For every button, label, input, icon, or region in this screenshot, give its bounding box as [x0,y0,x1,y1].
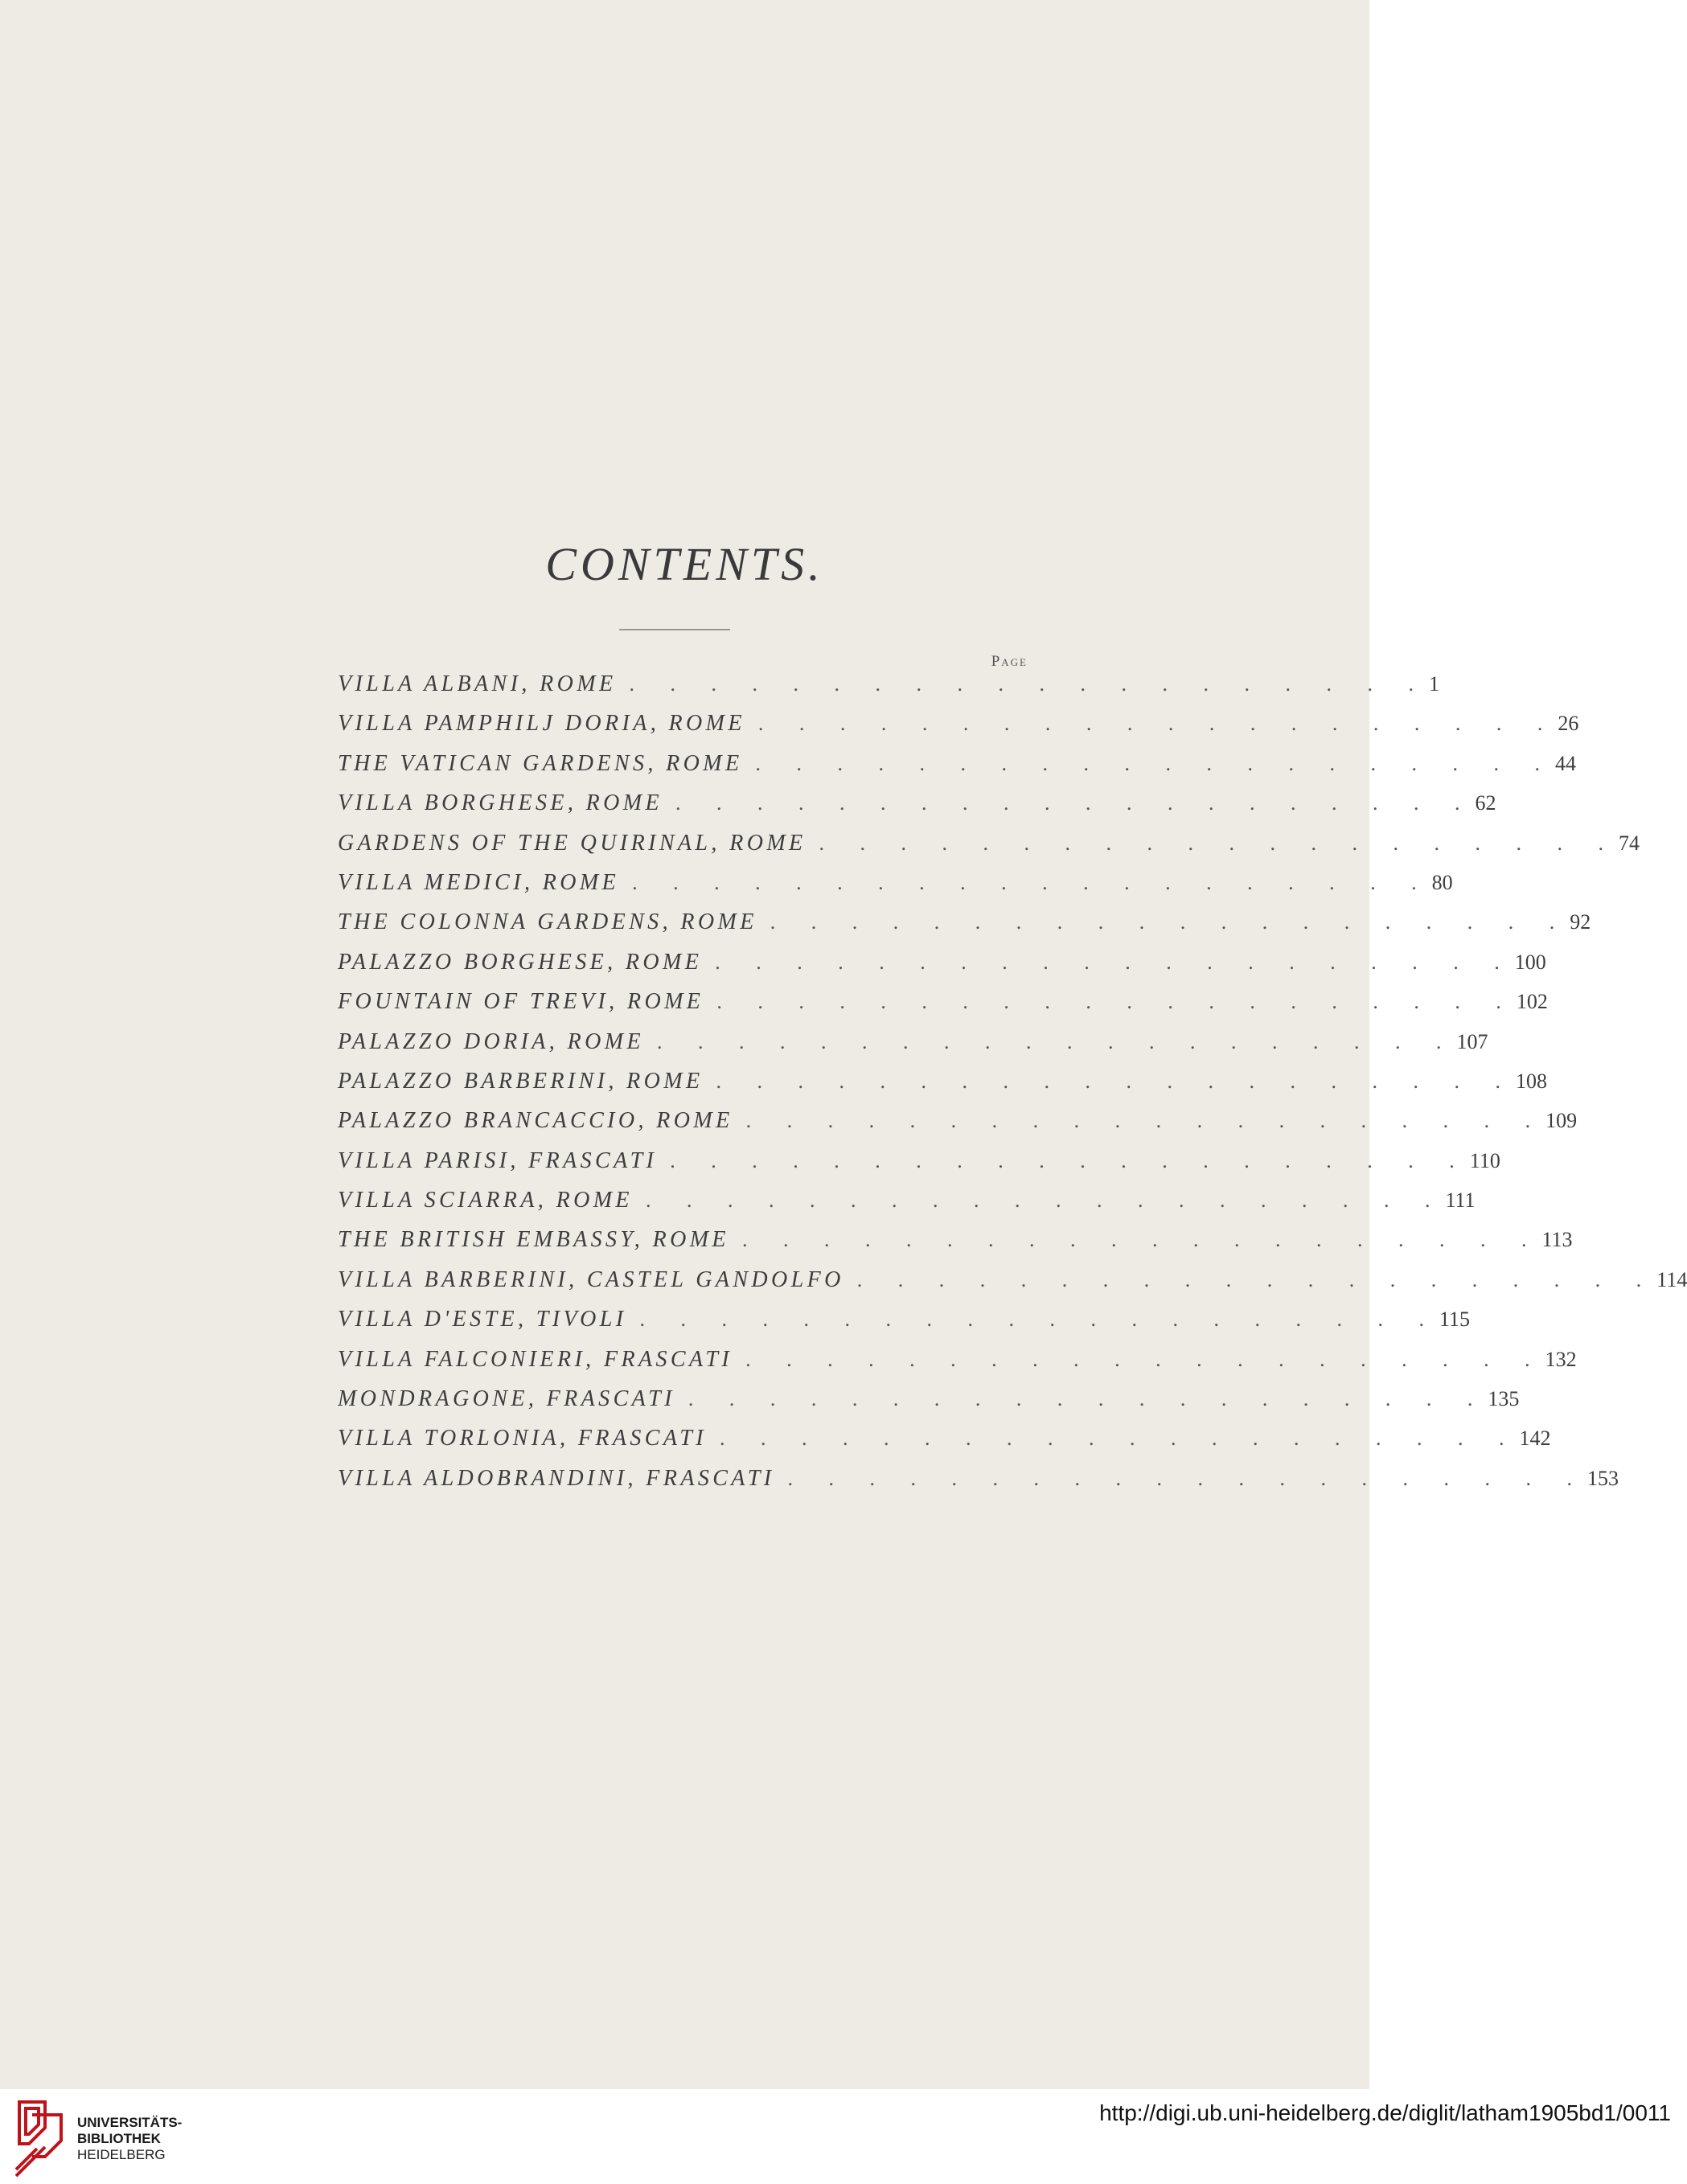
dot-leader: . . . . . . . . . . . . . . . . . . . . [745,1109,1546,1133]
ub-heidelberg-logo-icon [13,2092,72,2181]
toc-entry-page: 110 [1469,1148,1500,1172]
toc-entry-page: 113 [1541,1228,1573,1252]
dot-leader: . . . . . . . . . . . . . . . . . . . . [787,1466,1587,1490]
toc-entry-title: FOUNTAIN OF TREVI, ROME [338,989,704,1015]
toc-entry-title: VILLA ALBANI, ROME [338,671,617,696]
contents-title: CONTENTS. [545,538,824,590]
toc-entry-title: VILLA BORGHESE, ROME [338,790,663,816]
toc-entry [338,744,1577,783]
toc-entry-page: 100 [1514,950,1546,974]
toc-entry [338,1141,1500,1180]
toc-entry-title: PALAZZO BRANCACCIO, ROME [338,1108,733,1134]
toc-entry-page: 111 [1445,1188,1476,1213]
toc-entry-page: 107 [1456,1029,1488,1053]
toc-entry-page: 114 [1656,1267,1687,1291]
toc-entry-page: 132 [1545,1347,1577,1371]
toc-entry-page: 153 [1586,1466,1619,1490]
institution-line-2: BIBLIOTHEK [77,2131,161,2146]
toc-entry-page: 26 [1558,712,1579,736]
dot-leader: . . . . . . . . . . . . . . . . . . . . [720,1427,1520,1451]
toc-entry-page: 92 [1570,910,1591,934]
dot-leader: . . . . . . . . . . . . . . . . . . . . [716,1069,1517,1093]
toc-entry-page: 142 [1519,1427,1551,1451]
permalink-url[interactable]: http://digi.ub.uni-heidelberg.de/diglit/latham1905bd1/0011 [1099,2100,1671,2125]
dot-leader: . . . . . . . . . . . . . . . . . . . . [639,1308,1439,1332]
toc-entry-title: GARDENS OF THE QUIRINAL, ROME [338,830,807,856]
institution-line-1: UNIVERSITÄTS- [77,2115,183,2130]
toc-entry-title: THE VATICAN GARDENS, ROME [338,750,743,776]
toc-entry [338,1101,1578,1140]
dot-leader: . . . . . . . . . . . . . . . . . . . . [770,910,1570,934]
toc-entry-page: 108 [1516,1069,1548,1093]
toc-entry-page: 44 [1555,751,1577,775]
dot-leader: . . . . . . . . . . . . . . . . . . . . [741,1228,1542,1252]
dot-leader: . . . . . . . . . . . . . . . . . . . . [819,831,1619,855]
toc-entry [338,1459,1619,1498]
toc-entry [338,1299,1470,1339]
toc-entry-title: PALAZZO BORGHESE, ROME [338,949,703,975]
toc-entry [338,863,1453,902]
toc-entry [338,1220,1573,1259]
dot-leader: . . . . . . . . . . . . . . . . . . . . [716,990,1517,1014]
toc-entry-title: VILLA D'ESTE, TIVOLI [338,1307,627,1332]
toc-entry-title: VILLA BARBERINI, CASTEL GANDOLFO [338,1266,844,1292]
toc-entry [338,1061,1548,1101]
toc-entry [338,664,1439,704]
toc-entry-title: VILLA TORLONIA, FRASCATI [338,1426,708,1451]
toc-entry-page: 102 [1516,990,1548,1014]
toc-entry-page: 109 [1545,1109,1578,1133]
toc-entry [338,1379,1520,1418]
toc-entry [338,982,1548,1021]
dot-leader: . . . . . . . . . . . . . . . . . . . . [856,1267,1657,1291]
dot-leader: . . . . . . . . . . . . . . . . . . . . [675,791,1476,815]
dot-leader: . . . . . . . . . . . . . . . . . . . . [755,751,1556,775]
institution-name [77,2115,182,2163]
dot-leader: . . . . . . . . . . . . . . . . . . . . [629,672,1429,696]
dot-leader: . . . . . . . . . . . . . . . . . . . . [670,1148,1470,1172]
toc-entry-page: 135 [1488,1387,1520,1411]
toc-entry-page: 1 [1429,672,1439,696]
dot-leader: . . . . . . . . . . . . . . . . . . . . [715,950,1515,974]
toc-entry [338,783,1496,823]
dot-leader: . . . . . . . . . . . . . . . . . . . . [757,712,1558,736]
toc-entry [338,1180,1476,1220]
toc-entry-title: THE BRITISH EMBASSY, ROME [338,1227,729,1253]
toc-entry [338,902,1591,942]
toc-entry-title: VILLA ALDOBRANDINI, FRASCATI [338,1465,775,1491]
toc-entry-page: 115 [1439,1308,1470,1332]
institution-line-3: HEIDELBERG [77,2147,166,2162]
toc-entry [338,1418,1551,1458]
toc-entry-title: PALAZZO BARBERINI, ROME [338,1068,704,1094]
toc-entry-title: VILLA PAMPHILJ DORIA, ROME [338,711,745,737]
toc-entry [338,704,1579,743]
page-column-header: Page [991,653,1028,670]
toc-entry-title: VILLA FALCONIERI, FRASCATI [338,1346,733,1372]
dot-leader: . . . . . . . . . . . . . . . . . . . . [688,1387,1488,1411]
toc-entry-title: VILLA MEDICI, ROME [338,869,620,895]
toc-entry-title: THE COLONNA GARDENS, ROME [338,909,757,935]
toc-entry-title: PALAZZO DORIA, ROME [338,1028,644,1054]
dot-leader: . . . . . . . . . . . . . . . . . . . . [632,870,1432,894]
toc-entry [338,1260,1687,1299]
toc-entry [338,1340,1577,1379]
toc-entry-page: 74 [1619,831,1640,855]
toc-entry-title: VILLA PARISI, FRASCATI [338,1147,658,1173]
toc-entry [338,823,1640,863]
toc-entry-title: VILLA SCIARRA, ROME [338,1188,633,1213]
dot-leader: . . . . . . . . . . . . . . . . . . . . [645,1188,1446,1213]
title-divider [619,629,730,630]
toc-entry-title: MONDRAGONE, FRASCATI [338,1386,675,1412]
dot-leader: . . . . . . . . . . . . . . . . . . . . [656,1029,1457,1053]
dot-leader: . . . . . . . . . . . . . . . . . . . . [745,1347,1545,1371]
toc-entry [338,1022,1488,1061]
table-of-contents [338,664,1687,1498]
toc-entry-page: 62 [1475,791,1496,815]
toc-entry [338,942,1546,982]
toc-entry-page: 80 [1431,870,1453,894]
